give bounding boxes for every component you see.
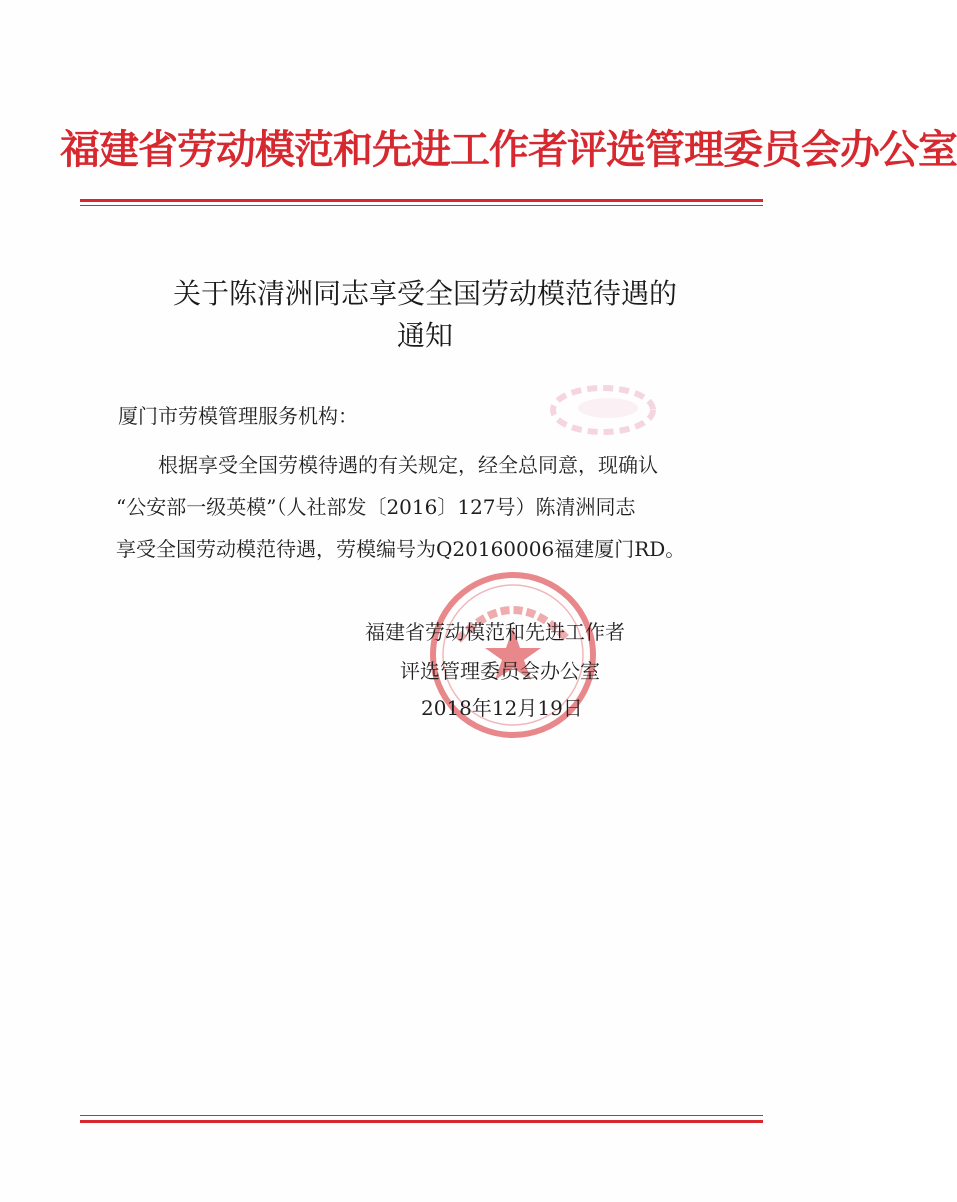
footer-rule-thick bbox=[80, 1120, 763, 1123]
faded-stamp-mark bbox=[548, 380, 658, 440]
paragraph-line-1: 根据享受全国劳模待遇的有关规定，经全总同意，现确认 bbox=[158, 453, 658, 477]
signature-org-line-2: 评选管理委员会办公室 bbox=[400, 659, 600, 683]
paragraph-line-2: “公安部一级英模”（人社部发〔2016〕127号）陈清洲同志 bbox=[116, 495, 636, 519]
document-title-line-1: 关于陈清洲同志享受全国劳动模范待遇的 bbox=[172, 277, 677, 310]
signature-org-line-1: 福建省劳动模范和先进工作者 bbox=[365, 620, 625, 644]
letterhead-rule-thick bbox=[80, 199, 763, 202]
signature-date: 2018年12月19日 bbox=[421, 696, 583, 720]
footer-rule-thin bbox=[80, 1115, 763, 1116]
issuer-letterhead: 福建省劳动模范和先进工作者评选管理委员会办公室 bbox=[60, 126, 957, 173]
paragraph-line-3: 享受全国劳动模范待遇，劳模编号为Q20160006福建厦门RD。 bbox=[116, 537, 686, 561]
salutation: 厦门市劳模管理服务机构： bbox=[118, 404, 358, 428]
letterhead-rule-thin bbox=[80, 205, 763, 206]
document-title-line-2: 通知 bbox=[396, 319, 453, 352]
